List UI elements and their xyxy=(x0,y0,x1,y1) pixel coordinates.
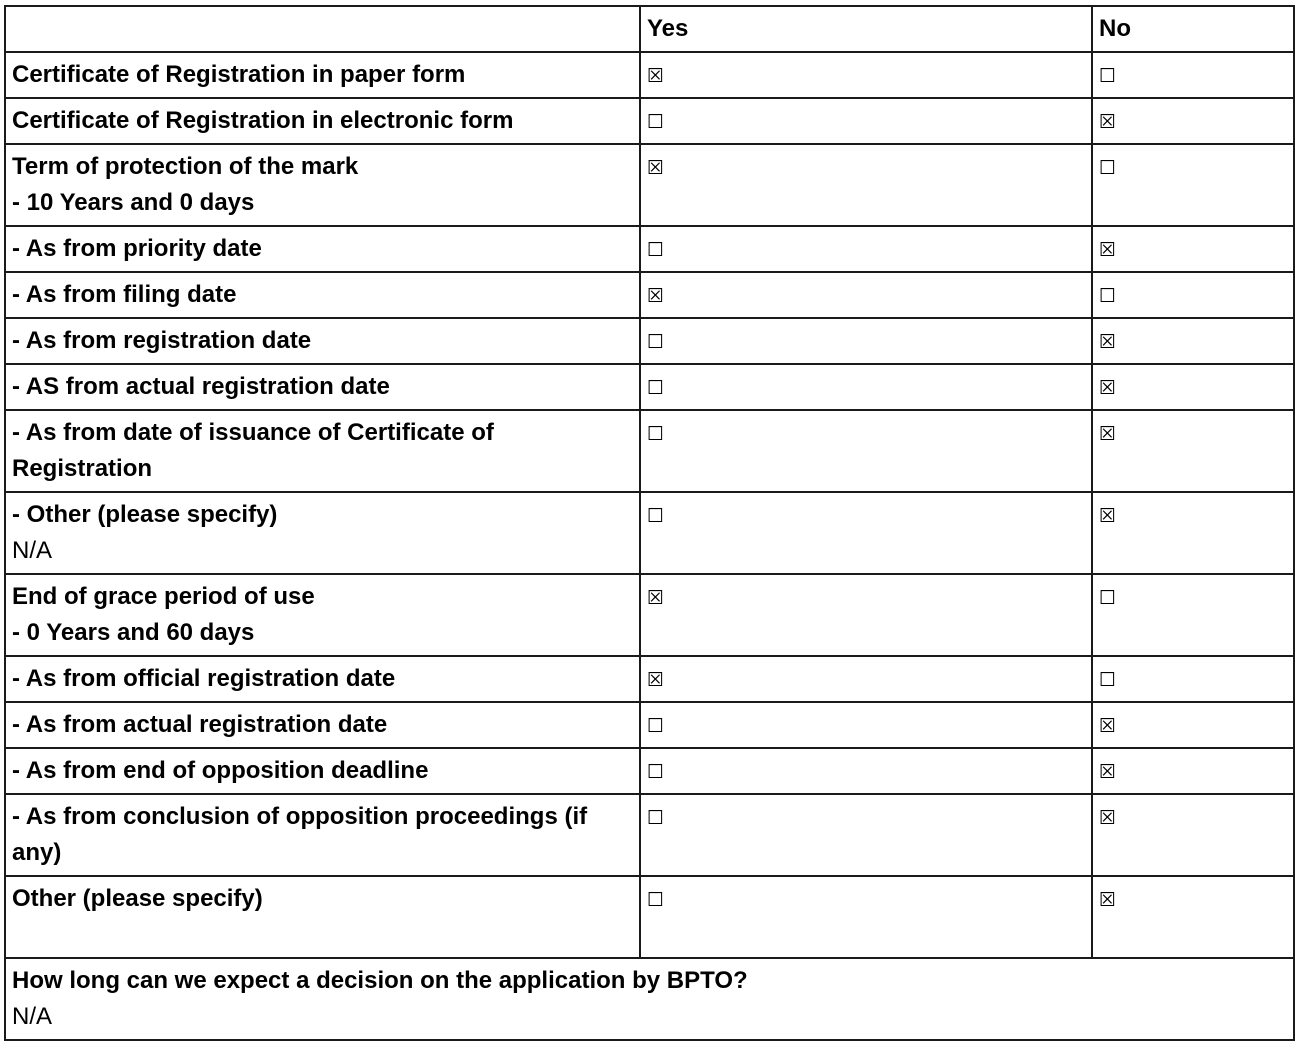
header-yes xyxy=(640,6,1092,52)
no-cell xyxy=(1092,748,1294,794)
row-sublabel: - 0 Years and 60 days xyxy=(12,619,255,646)
row-label: Term of protection of the mark xyxy=(12,153,359,180)
no-cell xyxy=(1092,876,1294,958)
no-checkbox[interactable]: ☒ xyxy=(1099,715,1117,737)
row-label: Certificate of Registration in paper form xyxy=(12,61,466,88)
no-checkbox[interactable]: ☒ xyxy=(1099,239,1117,261)
table-row xyxy=(5,410,1294,492)
row-value: N/A xyxy=(12,537,53,564)
row-label: - As from date of issuance of Certificate of Registration xyxy=(12,419,494,482)
row-label: - As from actual registration date xyxy=(12,711,388,738)
table-row xyxy=(5,794,1294,876)
yes-checkbox[interactable]: ☒ xyxy=(647,285,665,307)
no-cell xyxy=(1092,574,1294,656)
yes-cell xyxy=(640,144,1092,226)
no-checkbox[interactable]: ☐ xyxy=(1099,587,1117,609)
no-checkbox[interactable]: ☒ xyxy=(1099,377,1117,399)
table-row xyxy=(5,492,1294,574)
yes-checkbox[interactable]: ☐ xyxy=(647,377,665,399)
yes-checkbox[interactable]: ☐ xyxy=(647,239,665,261)
no-checkbox[interactable]: ☒ xyxy=(1099,807,1117,829)
row-label-cell xyxy=(5,574,640,656)
row-label: - AS from actual registration date xyxy=(12,373,390,400)
footer-row xyxy=(5,958,1294,1040)
yes-cell xyxy=(640,794,1092,876)
table-row xyxy=(5,702,1294,748)
no-cell xyxy=(1092,794,1294,876)
row-label: Other (please specify) xyxy=(12,885,263,912)
no-checkbox[interactable]: ☐ xyxy=(1099,669,1117,691)
table-row xyxy=(5,748,1294,794)
yes-cell xyxy=(640,226,1092,272)
row-label: - As from registration date xyxy=(12,327,312,354)
yes-checkbox[interactable]: ☐ xyxy=(647,423,665,445)
row-label-cell xyxy=(5,226,640,272)
footer-answer: N/A xyxy=(12,1003,53,1030)
table-row xyxy=(5,364,1294,410)
yes-cell xyxy=(640,702,1092,748)
row-label-cell xyxy=(5,98,640,144)
no-cell xyxy=(1092,98,1294,144)
row-sublabel: - 10 Years and 0 days xyxy=(12,189,255,216)
row-label-cell xyxy=(5,364,640,410)
header-row xyxy=(5,6,1294,52)
row-label: - Other (please specify) xyxy=(12,501,278,528)
row-label-cell xyxy=(5,702,640,748)
table-row xyxy=(5,272,1294,318)
no-checkbox[interactable]: ☐ xyxy=(1099,157,1117,179)
no-cell xyxy=(1092,410,1294,492)
row-label: - As from end of opposition deadline xyxy=(12,757,429,784)
yes-cell xyxy=(640,318,1092,364)
no-cell xyxy=(1092,144,1294,226)
no-cell xyxy=(1092,702,1294,748)
no-checkbox[interactable]: ☒ xyxy=(1099,505,1117,527)
row-label: - As from priority date xyxy=(12,235,262,262)
row-label-cell xyxy=(5,318,640,364)
row-label-cell xyxy=(5,272,640,318)
no-cell xyxy=(1092,52,1294,98)
yes-cell xyxy=(640,98,1092,144)
no-checkbox[interactable]: ☒ xyxy=(1099,761,1117,783)
row-label-cell xyxy=(5,876,640,958)
no-checkbox[interactable]: ☒ xyxy=(1099,423,1117,445)
yes-checkbox[interactable]: ☐ xyxy=(647,807,665,829)
yes-cell xyxy=(640,272,1092,318)
no-checkbox[interactable]: ☐ xyxy=(1099,285,1117,307)
yes-checkbox[interactable]: ☐ xyxy=(647,111,665,133)
yes-checkbox[interactable]: ☐ xyxy=(647,505,665,527)
no-cell xyxy=(1092,364,1294,410)
yes-checkbox[interactable]: ☒ xyxy=(647,587,665,609)
header-yes-label: Yes xyxy=(647,15,689,42)
no-checkbox[interactable]: ☒ xyxy=(1099,889,1117,911)
table-row xyxy=(5,226,1294,272)
row-label: - As from conclusion of opposition proceedings (if any) xyxy=(12,803,588,866)
table-row xyxy=(5,144,1294,226)
no-checkbox[interactable]: ☒ xyxy=(1099,331,1117,353)
yes-checkbox[interactable]: ☐ xyxy=(647,331,665,353)
yes-cell xyxy=(640,410,1092,492)
row-label: - As from filing date xyxy=(12,281,237,308)
no-checkbox[interactable]: ☒ xyxy=(1099,111,1117,133)
row-label-cell xyxy=(5,656,640,702)
no-checkbox[interactable]: ☐ xyxy=(1099,65,1117,87)
trademark-options-table xyxy=(4,5,1295,1041)
yes-checkbox[interactable]: ☐ xyxy=(647,761,665,783)
yes-checkbox[interactable]: ☒ xyxy=(647,669,665,691)
no-cell xyxy=(1092,656,1294,702)
no-cell xyxy=(1092,492,1294,574)
yes-cell xyxy=(640,52,1092,98)
header-empty-cell xyxy=(5,6,640,52)
header-no xyxy=(1092,6,1294,52)
header-no-label: No xyxy=(1099,15,1131,42)
row-label-cell xyxy=(5,794,640,876)
yes-cell xyxy=(640,876,1092,958)
no-cell xyxy=(1092,272,1294,318)
yes-cell xyxy=(640,574,1092,656)
yes-checkbox[interactable]: ☒ xyxy=(647,157,665,179)
yes-cell xyxy=(640,748,1092,794)
row-label: End of grace period of use xyxy=(12,583,315,610)
table-row xyxy=(5,876,1294,958)
yes-cell xyxy=(640,364,1092,410)
yes-checkbox[interactable]: ☐ xyxy=(647,715,665,737)
table-row xyxy=(5,52,1294,98)
row-label-cell xyxy=(5,410,640,492)
row-label-cell xyxy=(5,748,640,794)
row-label-cell xyxy=(5,492,640,574)
no-cell xyxy=(1092,318,1294,364)
table-row xyxy=(5,656,1294,702)
row-label: - As from official registration date xyxy=(12,665,396,692)
table-row xyxy=(5,574,1294,656)
table-row xyxy=(5,98,1294,144)
yes-cell xyxy=(640,492,1092,574)
yes-cell xyxy=(640,656,1092,702)
row-label: Certificate of Registration in electronic form xyxy=(12,107,514,134)
row-label-cell xyxy=(5,52,640,98)
footer-cell xyxy=(5,958,1294,1040)
yes-checkbox[interactable]: ☒ xyxy=(647,65,665,87)
table-row xyxy=(5,318,1294,364)
yes-checkbox[interactable]: ☐ xyxy=(647,889,665,911)
no-cell xyxy=(1092,226,1294,272)
footer-question: How long can we expect a decision on the application by BPTO? xyxy=(12,967,748,994)
row-label-cell xyxy=(5,144,640,226)
